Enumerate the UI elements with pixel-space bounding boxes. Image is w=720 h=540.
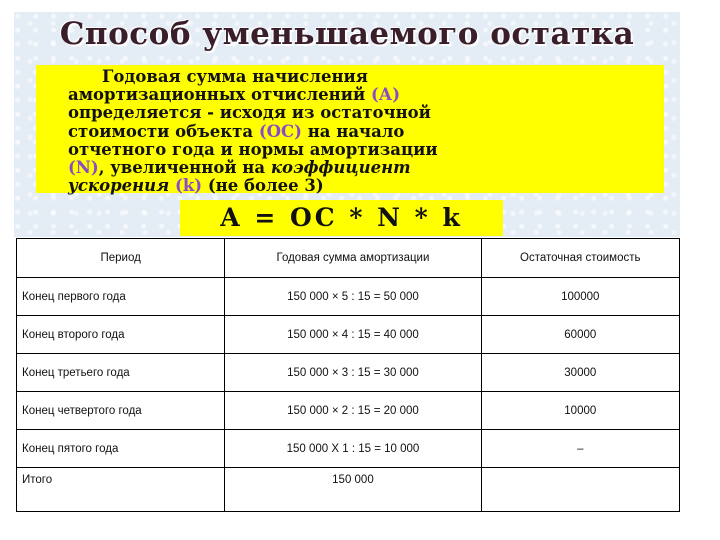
header-residual-value: Остаточная стоимость xyxy=(481,239,679,278)
total-label-cell: Итого xyxy=(17,468,225,512)
slide-title: Способ уменьшаемого остатка xyxy=(59,16,635,52)
definition-box xyxy=(36,65,664,196)
amount-cell: 150 000 × 2 : 15 = 20 000 xyxy=(225,392,481,430)
table-total-row xyxy=(17,468,680,512)
table-header-row xyxy=(17,239,680,278)
definition-line-3: определяется - исходя из остаточной xyxy=(68,103,431,123)
period-cell: Конец пятого года xyxy=(17,430,225,468)
table-row xyxy=(17,430,680,468)
period-cell: Конец третьего года xyxy=(17,354,225,392)
table-row xyxy=(17,392,680,430)
residual-cell: 30000 xyxy=(481,354,679,392)
amount-cell: 150 000 × 4 : 15 = 40 000 xyxy=(225,316,481,354)
total-residual-cell xyxy=(481,468,679,512)
period-cell: Конец второго года xyxy=(17,316,225,354)
depreciation-table xyxy=(16,238,680,512)
definition-line-1: Годовая сумма начисления xyxy=(102,67,368,86)
period-cell: Конец первого года xyxy=(17,278,225,316)
definition-line-4: стоимости объекта (ОС) на начало xyxy=(68,121,405,141)
table-row xyxy=(17,316,680,354)
period-cell: Конец четвертого года xyxy=(17,392,225,430)
definition-line-7: ускорения (k) (не более 3) xyxy=(68,176,324,196)
residual-cell: 10000 xyxy=(481,392,679,430)
definition-line-2: амортизационных отчислений (А) xyxy=(68,85,401,105)
residual-cell: – xyxy=(481,430,679,468)
amount-cell: 150 000 X 1 : 15 = 10 000 xyxy=(225,430,481,468)
header-annual-amount: Годовая сумма амортизации xyxy=(225,239,481,278)
table-row xyxy=(17,354,680,392)
amount-cell: 150 000 × 3 : 15 = 30 000 xyxy=(225,354,481,392)
var-n: (N) xyxy=(68,158,99,178)
var-oc: (ОС) xyxy=(258,121,302,141)
table-row xyxy=(17,278,680,316)
residual-cell: 100000 xyxy=(481,278,679,316)
definition-line-5: отчетного года и нормы амортизации xyxy=(68,139,438,159)
formula-box: A = OC * N * k xyxy=(180,200,503,236)
var-a: (А) xyxy=(370,85,401,105)
total-amount-cell: 150 000 xyxy=(225,468,481,512)
residual-cell: 60000 xyxy=(481,316,679,354)
header-period: Период xyxy=(17,239,225,278)
definition-line-6: (N), увеличенной на коэффициент xyxy=(68,158,411,178)
var-k: (k) xyxy=(175,176,203,196)
amount-cell: 150 000 × 5 : 15 = 50 000 xyxy=(225,278,481,316)
